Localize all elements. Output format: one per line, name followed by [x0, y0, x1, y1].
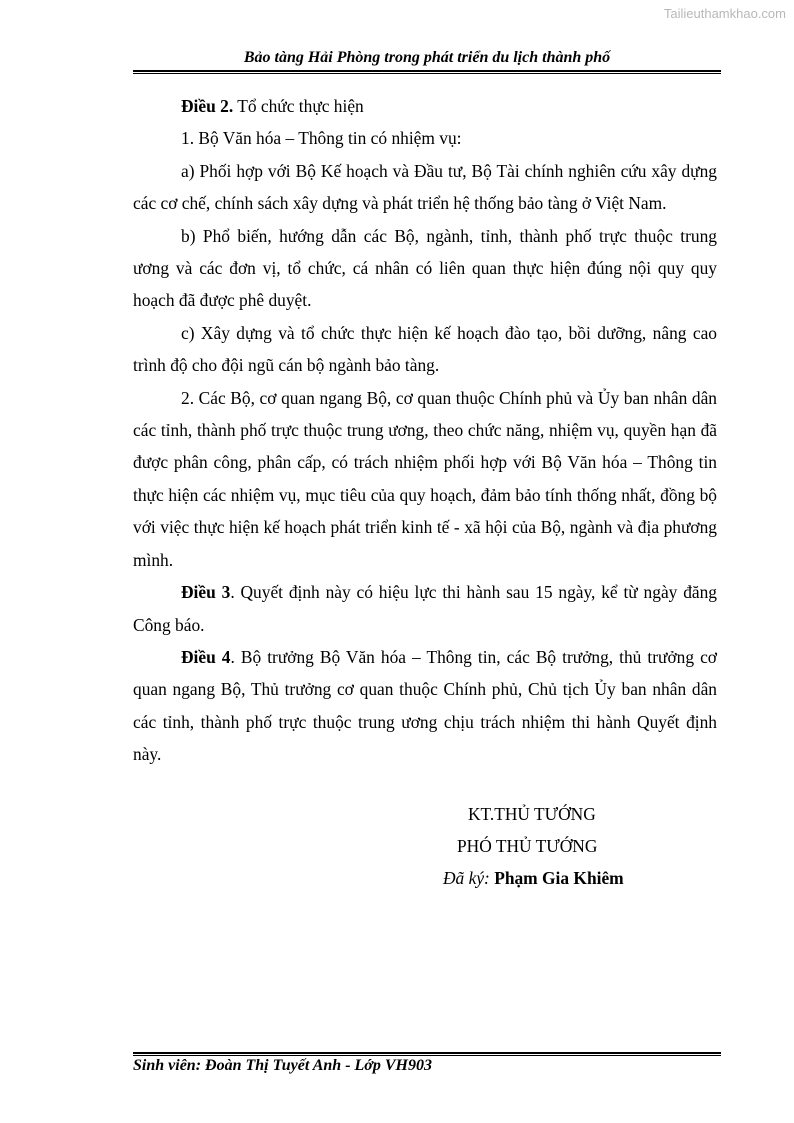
article-2-item-2: 2. Các Bộ, cơ quan ngang Bộ, cơ quan thuộc Chính phủ và Ủy ban nhân dân các tỉnh, thành phố trực thuộc trung ương, theo chức năng, nhiệm vụ, quyền hạn đã được phân công, phân cấp, có trách nhiệm phối hợp với Bộ Văn hóa – Thông tin thực hiện các nhiệm vụ, mục tiêu của quy hoạch, đảm bảo tính thống nhất, đồng bộ với việc thực hiện kế hoạch phát triển kinh tế - xã hội của Bộ, ngành và địa phương mình.: [133, 387, 717, 570]
page-header: Bảo tàng Hải Phòng trong phát triển du lịch thành phố: [243, 49, 611, 66]
article-3: [133, 576, 717, 641]
article-4-text: . Bộ trưởng Bộ Văn hóa – Thông tin, các Bộ trưởng, thủ trưởng cơ quan ngang Bộ, Thủ trưởng cơ quan thuộc Chính phủ, Chủ tịch Ủy ban nhân dân các tỉnh, thành phố trực thuộc trung ương chịu trách nhiệm thi hành Quyết định này.: [133, 646, 717, 765]
signed-label: Đã ký:: [443, 868, 490, 888]
footer-divider: [133, 1052, 721, 1056]
watermark: Tailieuthamkhao.com: [663, 6, 786, 21]
signature-title-1: KT.THỦ TƯỚNG: [468, 804, 596, 824]
document-body: [133, 90, 717, 771]
article-3-text: . Quyết định này có hiệu lực thi hành sau 15 ngày, kể từ ngày đăng Công báo.: [133, 582, 717, 635]
page-footer: Sinh viên: Đoàn Thị Tuyết Anh - Lớp VH903: [133, 1057, 432, 1074]
signature-line: [443, 862, 624, 894]
article-4-label: Điều 4: [181, 646, 231, 667]
article-3-label: Điều 3: [181, 582, 231, 603]
article-4: [133, 641, 717, 771]
header-divider: [133, 70, 721, 74]
article-2-item-1a: a) Phối hợp với Bộ Kế hoạch và Đầu tư, Bộ Tài chính nghiên cứu xây dựng các cơ chế, chính sách xây dựng và phát triển hệ thống bảo tàng ở Việt Nam.: [133, 160, 717, 214]
article-2-item-1: 1. Bộ Văn hóa – Thông tin có nhiệm vụ:: [181, 128, 462, 149]
article-2-label: Điều 2.: [181, 96, 234, 116]
signer-name: Phạm Gia Khiêm: [489, 868, 624, 888]
signature-title-2: PHÓ THỦ TƯỚNG: [457, 836, 598, 856]
article-2-item-1c: c) Xây dựng và tổ chức thực hiện kế hoạch đào tạo, bồi dưỡng, nâng cao trình độ cho đội ngũ cán bộ ngành bảo tàng.: [133, 322, 717, 376]
article-2-heading: [133, 90, 717, 122]
article-2-title: Tổ chức thực hiện: [233, 96, 364, 116]
article-2-item-1b: b) Phổ biến, hướng dẫn các Bộ, ngành, tỉnh, thành phố trực thuộc trung ương và các đơn vị, tổ chức, cá nhân có liên quan thực hiện đúng nội quy quy hoạch đã được phê duyệt.: [133, 225, 717, 311]
